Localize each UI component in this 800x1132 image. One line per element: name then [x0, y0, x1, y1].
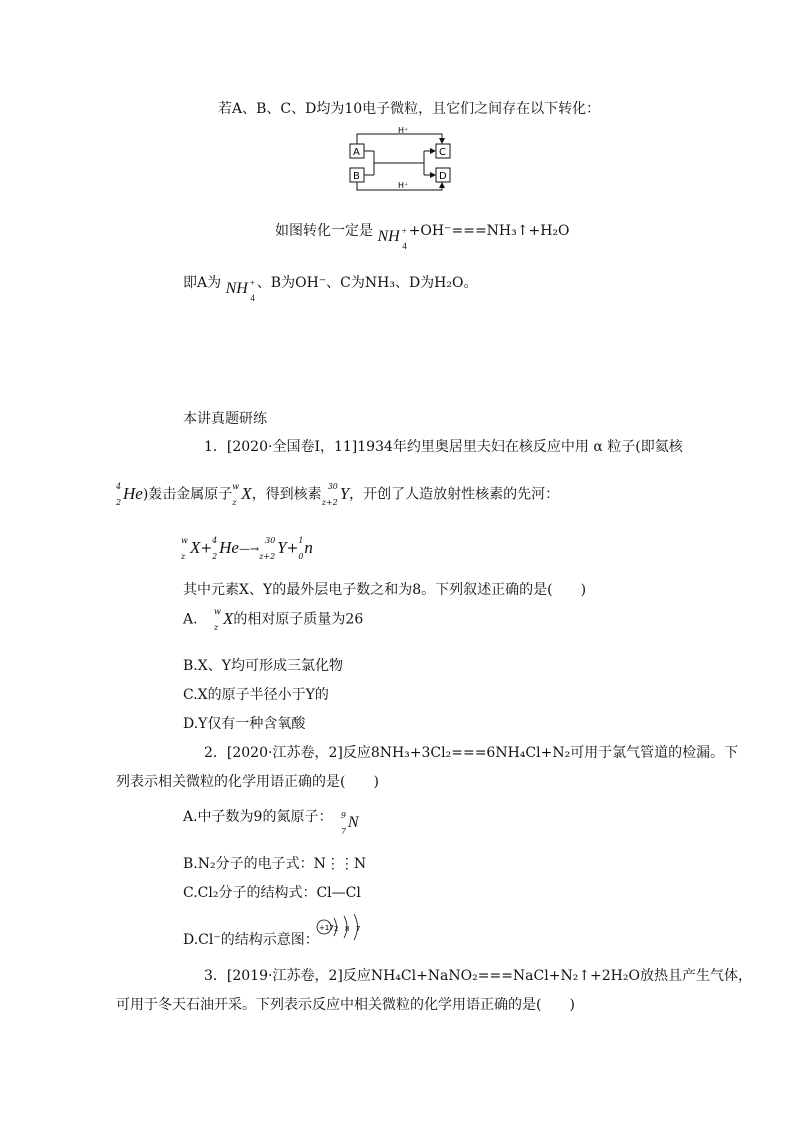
box-a-label: A	[353, 147, 360, 158]
section-title: 本讲真题研练	[183, 411, 267, 427]
shell-1: 2	[334, 925, 339, 933]
q1-option-c: C.X的原子半径小于Y的	[183, 687, 329, 703]
intro-text: 若A、B、C、D均为10电子微粒，且它们之间存在以下转化：	[218, 101, 601, 117]
conversion-diagram	[340, 126, 460, 198]
x-nuclide: w z X	[232, 482, 252, 507]
q2-option-a: A.中子数为9的氮原子： 9 7 N	[183, 809, 359, 836]
nucleus-label: +17	[319, 924, 334, 932]
box-b-label: B	[353, 171, 360, 182]
q1-option-b: B.X、Y均可形成三氯化物	[183, 658, 343, 674]
conclusion-line: 如图转化一定是 NH + 4 +OH⁻===NH₃↑+H₂O	[275, 223, 570, 251]
q2-line2: 列表示相关微粒的化学用语正确的是( )	[116, 774, 379, 790]
box-d-label: D	[439, 171, 447, 182]
bottom-h-plus: H⁺	[398, 181, 409, 190]
nitrogen-nuclide: 9 7 N	[340, 811, 359, 836]
ammonium-ion-2: NH + 4	[225, 278, 255, 303]
q1-option-a: A. w z X的相对原子质量为26	[183, 607, 364, 632]
nuclear-equation: w z X+ 4 2 He—→ 30 z+2 Y+ 1 0 n	[181, 536, 313, 561]
q3-line1: 3．[2019·江苏卷，2]反应NH₄Cl+NaNO₂===NaCl+N₂↑+2H₂O放热且产生气体，	[204, 968, 752, 984]
q2-option-c: C.Cl₂分子的结构式：Cl—Cl	[183, 885, 361, 901]
ammonium-ion: NH + 4	[377, 226, 407, 251]
assignment-line: 即A为 NH + 4 、B为OH⁻、C为NH₃、D为H₂O。	[183, 275, 478, 303]
shell-3: 7	[356, 925, 361, 933]
q1-stem: 其中元素X、Y的最外层电子数之和为8。下列叙述正确的是( )	[183, 582, 587, 598]
y-nuclide: 30 z+2 Y	[321, 482, 350, 507]
box-c-label: C	[439, 147, 446, 158]
q1-line2: 4 2 He)轰击金属原子 w z X，得到核素 30 z+2 Y，开创了人造放射性核素的先河：	[116, 482, 560, 507]
q2-option-b: B.N₂分子的电子式：N⋮⋮N	[183, 856, 367, 872]
q3-line2: 可用于冬天石油开采。下列表示反应中相关微粒的化学用语正确的是( )	[116, 997, 575, 1013]
q2-option-d: D.Cl⁻的结构示意图：	[183, 932, 319, 948]
q2-line1: 2．[2020·江苏卷，2]反应8NH₃+3Cl₂===6NH₄Cl+N₂可用于氯气管道的检漏。下	[204, 745, 739, 761]
q1-line1: 1．[2020·全国卷Ⅰ，11]1934年约里奥居里夫妇在核反应中用 α 粒子(即氦核	[204, 439, 683, 455]
chloride-ion-structure-diagram	[316, 914, 368, 944]
helium-nuclide: 4 2 He	[116, 482, 143, 507]
q1-option-d: D.Y仅有一种含氧酸	[183, 716, 306, 732]
shell-2: 8	[345, 925, 350, 933]
top-h-plus: H⁺	[398, 126, 409, 135]
